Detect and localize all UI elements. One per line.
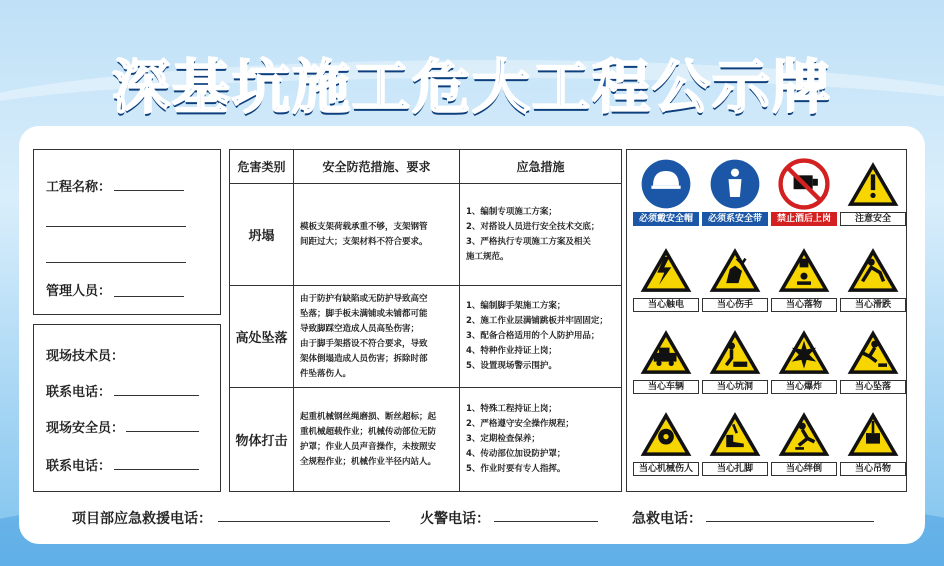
foot-injury-sign <box>702 408 768 476</box>
measures-cell <box>294 286 460 388</box>
manager-line <box>114 296 184 297</box>
measure-line: 架体倒塌造成人员伤害；拆除时部 <box>300 353 428 364</box>
measure-line: 护罩；作业人员声音操作，未按照安 <box>300 441 437 452</box>
tech-label: 现场技术员： <box>46 349 125 364</box>
measure-line: 坠落；脚手板未满铺或未铺都可能 <box>300 308 428 319</box>
rescue-phone-line <box>218 521 390 522</box>
measures-cell <box>294 388 460 492</box>
measure-line: 重机械超载作业；机械传动部位无防 <box>300 426 437 437</box>
emergency-line: 2、施工作业层满铺跳板并牢固固定； <box>466 316 608 326</box>
header-category: 危害类别 <box>230 150 294 184</box>
helmet-sign <box>633 158 699 226</box>
no-alcohol-sign <box>771 158 837 226</box>
table-row <box>230 388 622 492</box>
sign-label: 禁止酒后上岗 <box>771 212 837 226</box>
slip-sign <box>840 244 906 312</box>
category-cell: 高处坠落 <box>230 286 294 388</box>
table-row <box>230 286 622 388</box>
ambulance-phone-line <box>706 521 874 522</box>
slip-icon <box>840 244 906 296</box>
header-measures: 安全防范措施、要求 <box>294 150 460 184</box>
machine-sign <box>633 408 699 476</box>
harness-sign <box>702 158 768 226</box>
hand-injury-icon <box>702 244 768 296</box>
measure-line: 由于防护有缺陷或无防护导致高空 <box>300 293 428 304</box>
hanging-load-icon <box>840 408 906 460</box>
ambulance-phone-label: 急救电话： <box>632 511 702 527</box>
trip-icon <box>771 408 837 460</box>
measure-line: 间距过大；支架材料不符合要求。 <box>300 236 428 247</box>
measure-line: 全规程作业；机械作业半径内站人。 <box>300 456 437 467</box>
sign-label: 当心滑跌 <box>840 298 906 312</box>
pit-sign <box>702 326 768 394</box>
measure-line: 起重机械钢丝绳磨损、断丝超标；起 <box>300 411 437 422</box>
exclamation-sign <box>840 158 906 226</box>
category-cell: 坍塌 <box>230 184 294 286</box>
table-row <box>230 184 622 286</box>
emergency-line: 3、定期检查保养； <box>466 434 540 444</box>
vehicle-icon <box>633 326 699 378</box>
electric-icon <box>633 244 699 296</box>
sign-label: 当心吊物 <box>840 462 906 476</box>
emergency-line: 1、特殊工程持证上岗； <box>466 404 557 414</box>
emergency-cell <box>460 286 622 388</box>
emergency-line: 施工规范。 <box>466 251 509 262</box>
project-name-label: 工程名称： <box>46 180 112 195</box>
emergency-line: 2、严格遵守安全操作规程； <box>466 419 574 429</box>
harness-icon <box>702 158 768 210</box>
sign-label: 当心坠落 <box>840 380 906 394</box>
sign-label: 当心伤手 <box>702 298 768 312</box>
fire-phone-label: 火警电话： <box>420 511 490 527</box>
emergency-line: 1、编制脚手架施工方案； <box>466 301 566 311</box>
rescue-phone-label: 项目部应急救援电话： <box>72 511 212 527</box>
foot-injury-icon <box>702 408 768 460</box>
emergency-line: 5、设置现场警示围护。 <box>466 361 557 371</box>
hand-injury-sign <box>702 244 768 312</box>
table-header-row <box>230 150 622 184</box>
emergency-cell <box>460 388 622 492</box>
pit-icon <box>702 326 768 378</box>
measure-line: 模板支架荷载承重不够，支架钢管 <box>300 221 428 232</box>
trip-sign <box>771 408 837 476</box>
machine-icon <box>633 408 699 460</box>
explosion-sign <box>771 326 837 394</box>
phone1-label: 联系电话： <box>46 385 112 400</box>
blank-line <box>46 226 186 227</box>
emergency-line: 4、传动部位加设防护罩； <box>466 449 566 459</box>
sign-label: 当心车辆 <box>633 380 699 394</box>
measure-line: 件坠落伤人。 <box>300 368 352 379</box>
sign-label: 必须戴安全帽 <box>633 212 699 226</box>
risk-table <box>229 149 622 492</box>
project-info-box <box>33 149 221 315</box>
emergency-line: 5、作业时要有专人指挥。 <box>466 464 566 474</box>
sign-label: 当心坑洞 <box>702 380 768 394</box>
fall-icon <box>840 326 906 378</box>
emergency-cell <box>460 184 622 286</box>
emergency-line: 3、配备合格适用的个人防护用品； <box>466 331 600 341</box>
sign-label: 当心扎脚 <box>702 462 768 476</box>
sign-label: 当心落物 <box>771 298 837 312</box>
fall-sign <box>840 326 906 394</box>
emergency-line: 1、编制专项施工方案； <box>466 206 557 217</box>
sign-label: 当心机械伤人 <box>633 462 699 476</box>
sign-label: 当心触电 <box>633 298 699 312</box>
project-name-line <box>114 190 184 191</box>
safety-signs-grid <box>626 149 907 492</box>
emergency-line: 3、严格执行专项施工方案及相关 <box>466 236 591 247</box>
safety-label: 现场安全员： <box>46 421 125 436</box>
sign-label: 当心绊倒 <box>771 462 837 476</box>
category-cell: 物体打击 <box>230 388 294 492</box>
hanging-load-sign <box>840 408 906 476</box>
phone1-line <box>114 395 199 396</box>
emergency-line: 4、特种作业持证上岗； <box>466 346 557 356</box>
emergency-line: 2、对搭设人员进行安全技术交底； <box>466 221 600 232</box>
sign-label: 注意安全 <box>840 212 906 226</box>
exclamation-icon <box>840 158 906 210</box>
sign-label: 必须系安全带 <box>702 212 768 226</box>
board-title: 深基坑施工危大工程公示牌 <box>111 53 832 121</box>
falling-object-sign <box>771 244 837 312</box>
blank-line <box>46 262 186 263</box>
measure-line: 导致脚踩空造成人员高坠伤害； <box>300 323 420 334</box>
measure-line: 由于脚手架搭设不符合要求，导致 <box>300 338 428 349</box>
sign-label: 当心爆炸 <box>771 380 837 394</box>
electric-sign <box>633 244 699 312</box>
falling-object-icon <box>771 244 837 296</box>
safety-line <box>126 431 199 432</box>
header-emergency: 应急措施 <box>460 150 622 184</box>
measures-cell <box>294 184 460 286</box>
explosion-icon <box>771 326 837 378</box>
phone2-label: 联系电话： <box>46 459 112 474</box>
fire-phone-line <box>494 521 598 522</box>
vehicle-sign <box>633 326 699 394</box>
contact-info-box <box>33 324 221 492</box>
helmet-icon <box>633 158 699 210</box>
no-alcohol-icon <box>771 158 837 210</box>
manager-label: 管理人员： <box>46 284 112 299</box>
phone2-line <box>114 469 199 470</box>
